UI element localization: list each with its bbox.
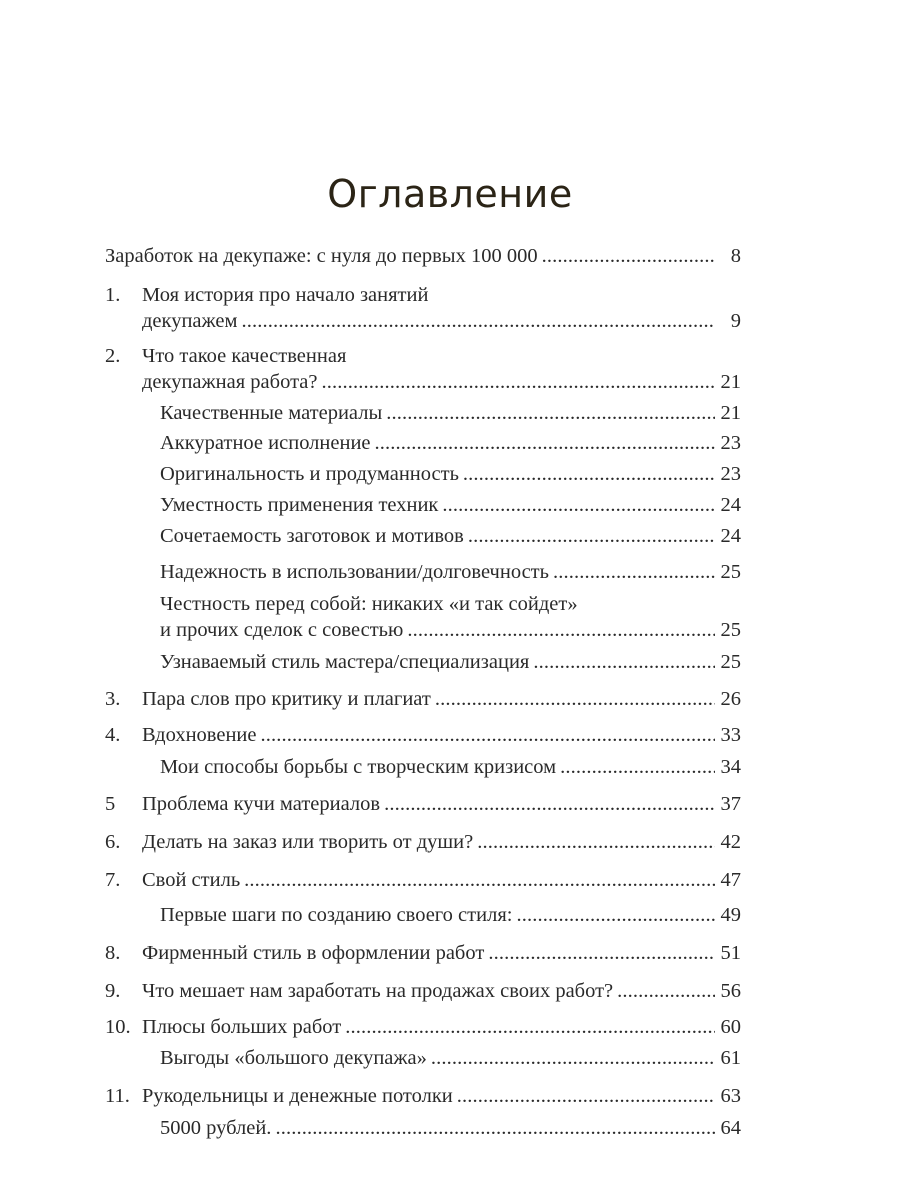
toc-page-number: 64 (720, 1117, 741, 1139)
toc-entry-title: и прочих сделок с совестью (160, 619, 404, 641)
toc-entry-title: Оригинальность и продуманность (160, 463, 459, 485)
toc-page-number: 23 (720, 463, 741, 485)
toc-page-number: 25 (720, 619, 741, 641)
toc-entry-title-line1: Что такое качественная (142, 345, 347, 367)
toc-line (160, 559, 741, 585)
toc-entry-title: Вдохновение (142, 724, 257, 746)
toc-leader (321, 369, 715, 395)
toc-entry-title: Мои способы борьбы с творческим кризисом (160, 756, 557, 778)
toc-chapter-number: 4. (105, 724, 121, 746)
toc-page-number: 49 (720, 904, 741, 926)
toc-line (142, 369, 741, 395)
toc-line (160, 1115, 741, 1141)
toc-leader (553, 559, 715, 585)
toc-chapter-number: 1. (105, 284, 121, 306)
toc-line (142, 1014, 741, 1040)
toc-page-number: 24 (720, 525, 741, 547)
toc-leader (457, 1083, 715, 1109)
toc-page-number: 60 (720, 1016, 741, 1038)
toc-page-number: 56 (720, 980, 741, 1002)
toc-chapter-number: 7. (105, 869, 121, 891)
toc-leader (431, 1045, 715, 1071)
toc-entry-title-line1: Честность перед собой: никаких «и так сойдет» (160, 593, 578, 615)
toc-line (160, 649, 741, 675)
toc-leader (275, 1115, 715, 1141)
toc-entry-title: Рукодельницы и денежные потолки (142, 1085, 453, 1107)
toc-chapter-number: 6. (105, 831, 121, 853)
toc-page-number: 23 (720, 432, 741, 454)
toc-line (142, 829, 741, 855)
toc-page-number: 9 (730, 310, 741, 332)
toc-leader (261, 722, 715, 748)
toc-entry-title: Надежность в использовании/долговечность (160, 561, 549, 583)
toc-entry-title-line1: Моя история про начало занятий (142, 284, 429, 306)
toc-page-number: 61 (720, 1047, 741, 1069)
toc-leader (241, 308, 715, 334)
toc-entry-title: Первые шаги по созданию своего стиля: (160, 904, 513, 926)
toc-entry-title: Качественные материалы (160, 402, 383, 424)
toc-entry (105, 243, 741, 269)
toc-entry-title: Уместность применения техник (160, 494, 439, 516)
toc-leader (384, 791, 715, 817)
toc-line (142, 978, 741, 1004)
toc-page-number: 63 (720, 1085, 741, 1107)
toc-line (142, 722, 741, 748)
toc-entry-title: Фирменный стиль в оформлении работ (142, 942, 485, 964)
toc-leader (468, 523, 715, 549)
toc-leader (488, 940, 715, 966)
toc-entry-title: Пара слов про критику и плагиат (142, 688, 431, 710)
toc-page-number: 24 (720, 494, 741, 516)
toc-leader (435, 686, 715, 712)
toc-page-number: 26 (720, 688, 741, 710)
toc-line (160, 617, 741, 643)
toc-line (105, 243, 741, 269)
toc-page-number: 25 (720, 651, 741, 673)
toc-page-number: 34 (720, 756, 741, 778)
toc-leader (345, 1014, 715, 1040)
toc-leader (375, 430, 715, 456)
toc-chapter-number: 5 (105, 793, 116, 815)
toc-page-number: 8 (730, 245, 741, 267)
toc-entry-title: Сочетаемость заготовок и мотивов (160, 525, 464, 547)
toc-leader (407, 617, 715, 643)
toc-leader (442, 492, 715, 518)
toc-leader (477, 829, 715, 855)
toc-line (142, 867, 741, 893)
toc-line (160, 523, 741, 549)
toc-page-number: 47 (720, 869, 741, 891)
toc-leader (542, 243, 715, 269)
toc-page-number: 37 (720, 793, 741, 815)
toc-entry-title: Узнаваемый стиль мастера/специализация (160, 651, 530, 673)
toc-page-number: 21 (720, 371, 741, 393)
toc-leader (516, 902, 715, 928)
toc-line (142, 308, 741, 334)
toc-line (160, 492, 741, 518)
toc-entry-title: 5000 рублей. (160, 1117, 272, 1139)
toc-entry-title: декупажем (142, 310, 238, 332)
toc-entry-title: Свой стиль (142, 869, 241, 891)
toc-line (160, 461, 741, 487)
toc-page-number: 42 (720, 831, 741, 853)
toc-page-number: 51 (720, 942, 741, 964)
toc-line (142, 940, 741, 966)
page-title: Оглавление (327, 172, 573, 216)
toc-line (142, 686, 741, 712)
toc-entry-title: Что мешает нам заработать на продажах своих работ? (142, 980, 614, 1002)
toc-line (142, 791, 741, 817)
toc-entry-title: Заработок на декупаже: с нуля до первых 100 000 (105, 245, 538, 267)
toc-line (160, 1045, 741, 1071)
toc-chapter-number: 11. (105, 1085, 130, 1107)
toc-page-number: 33 (720, 724, 741, 746)
toc-entry-title: Аккуратное исполнение (160, 432, 371, 454)
toc-chapter-number: 10. (105, 1016, 131, 1038)
toc-entry-title: декупажная работа? (142, 371, 318, 393)
toc-entry-title: Проблема кучи материалов (142, 793, 381, 815)
toc-leader (560, 754, 715, 780)
toc-line (160, 430, 741, 456)
toc-entry-title: Плюсы больших работ (142, 1016, 342, 1038)
toc-line (142, 1083, 741, 1109)
toc-line (160, 754, 741, 780)
toc-leader (463, 461, 715, 487)
toc-entry-title: Выгоды «большого декупажа» (160, 1047, 427, 1069)
toc-entry-title: Делать на заказ или творить от души? (142, 831, 474, 853)
toc-leader (386, 400, 715, 426)
toc-chapter-number: 2. (105, 345, 121, 367)
toc-leader (244, 867, 715, 893)
toc-page-number: 25 (720, 561, 741, 583)
toc-line (160, 902, 741, 928)
toc-chapter-number: 9. (105, 980, 121, 1002)
toc-line (160, 400, 741, 426)
toc-leader (617, 978, 715, 1004)
toc-chapter-number: 3. (105, 688, 121, 710)
toc-leader (533, 649, 715, 675)
toc-chapter-number: 8. (105, 942, 121, 964)
toc-page-number: 21 (720, 402, 741, 424)
